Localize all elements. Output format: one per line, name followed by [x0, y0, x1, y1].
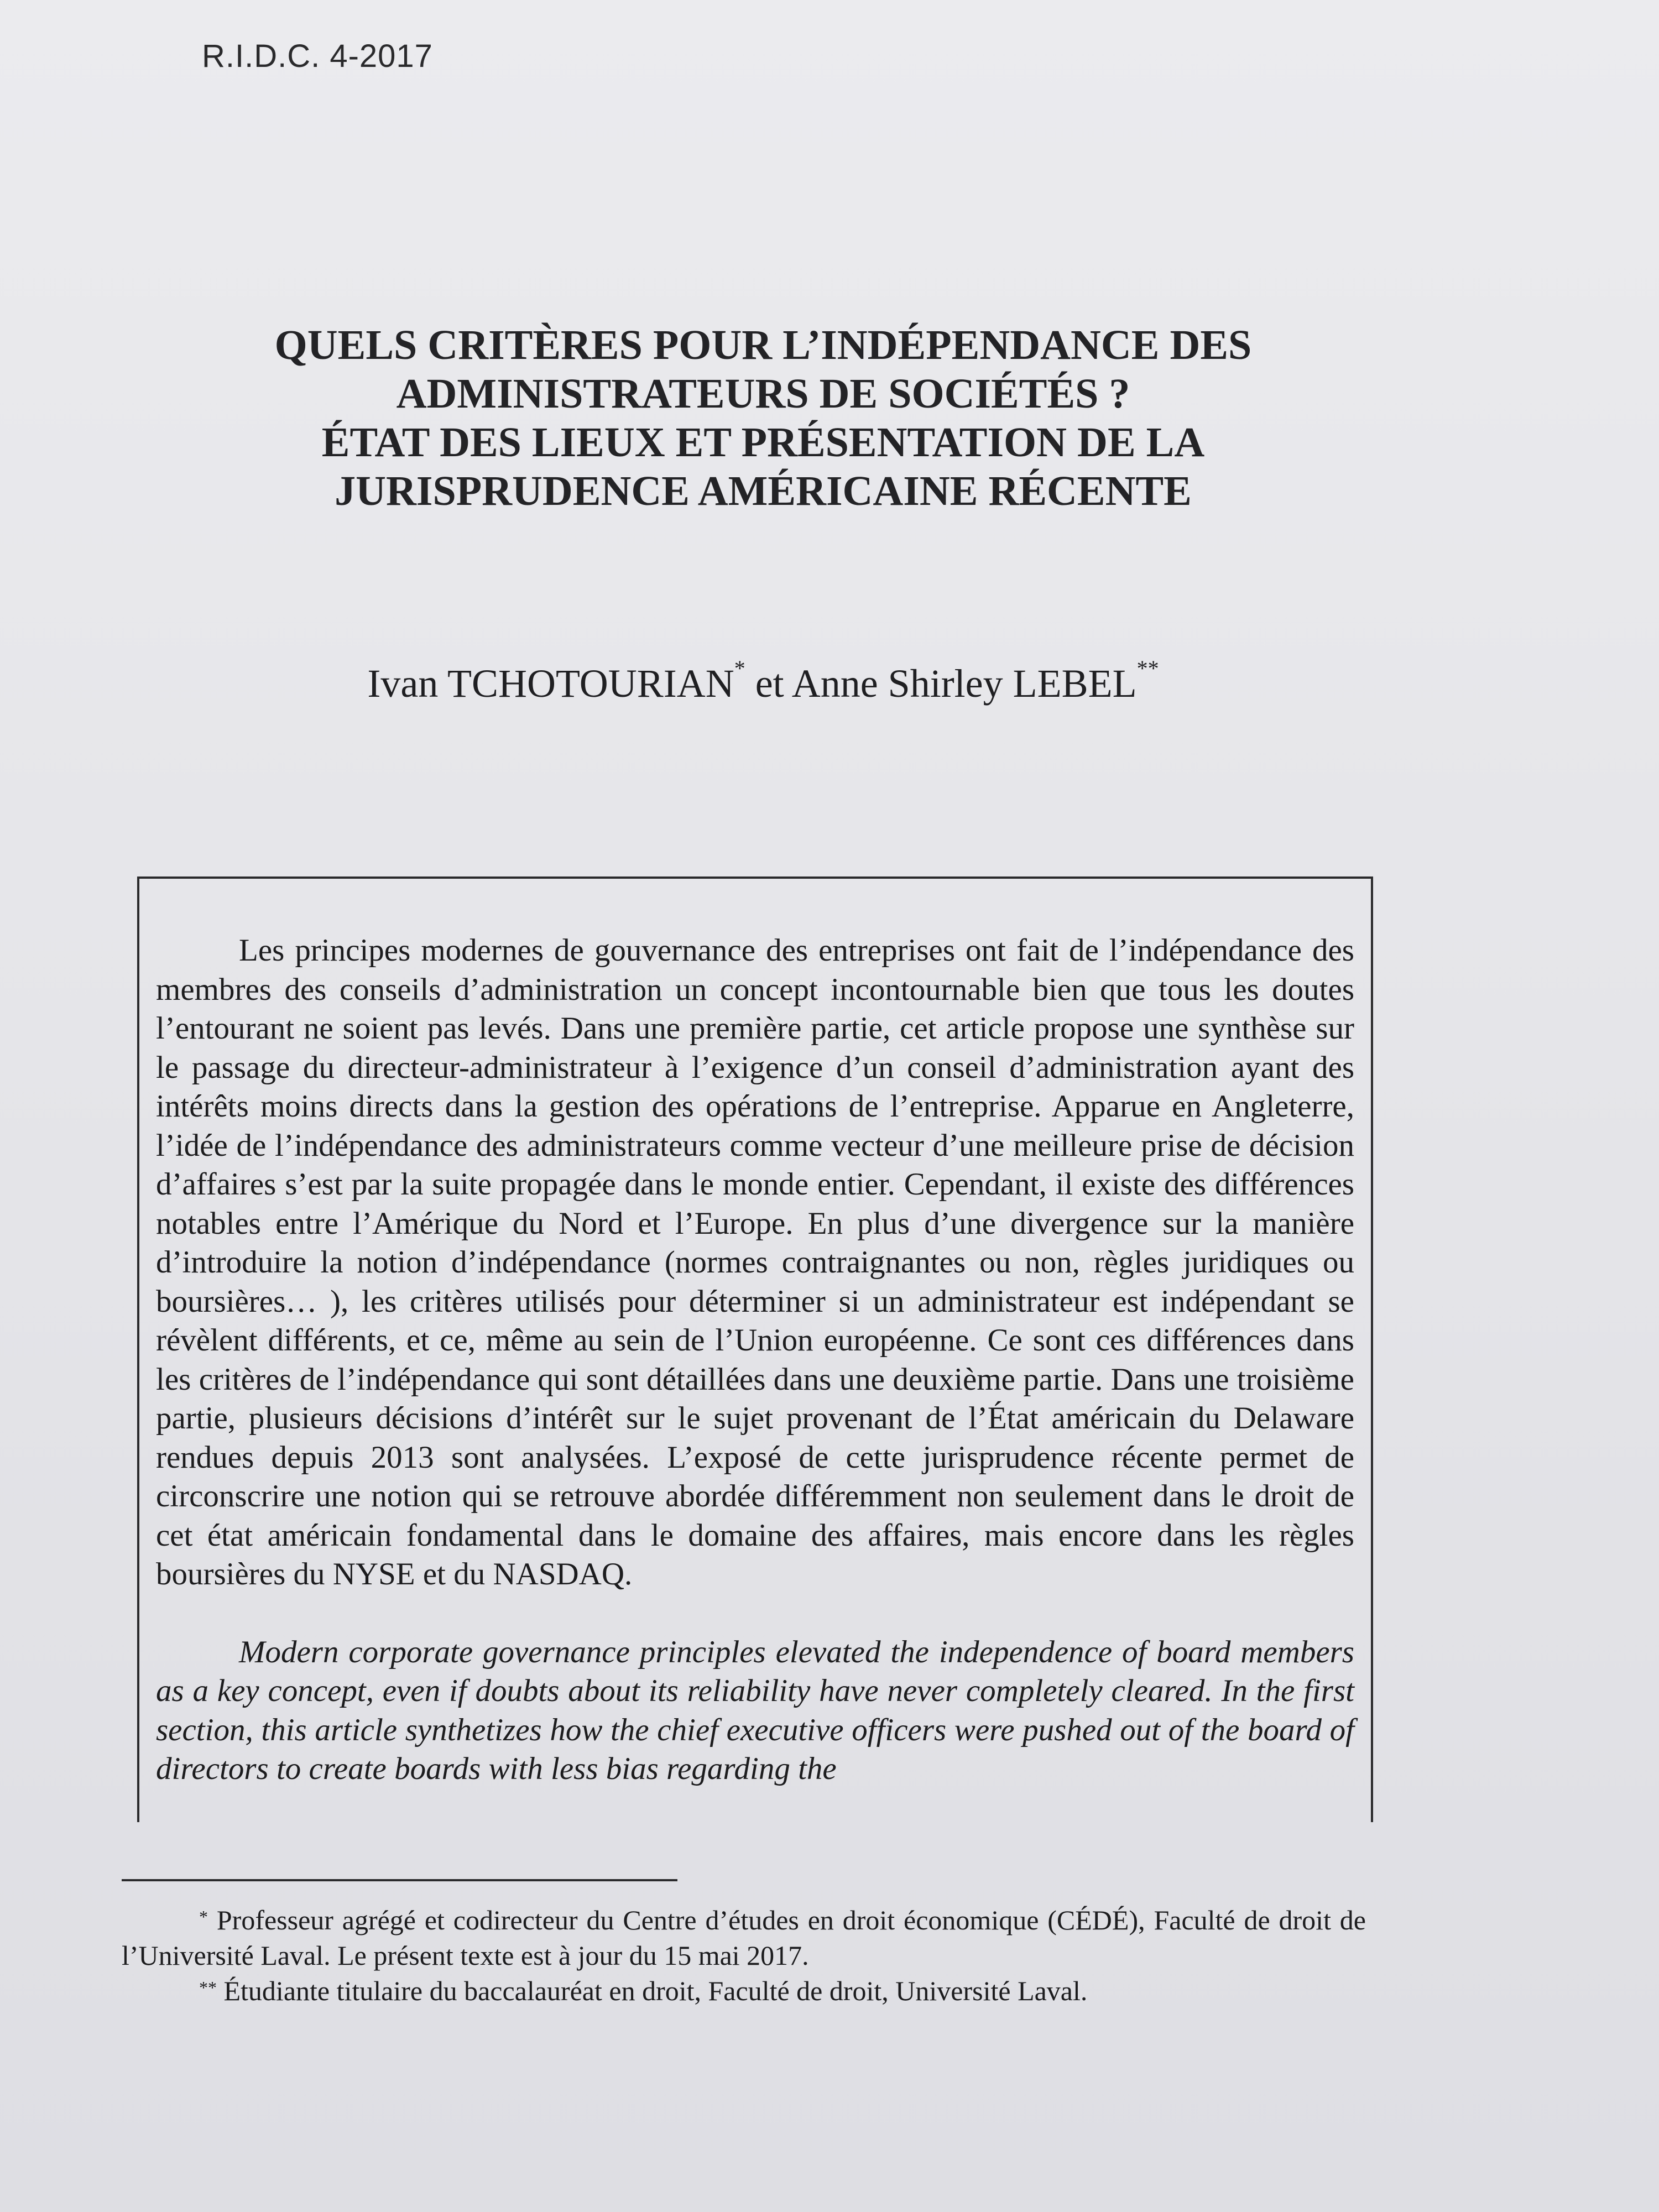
author-name: Anne Shirley LEBEL	[791, 661, 1137, 706]
abstract-english: Modern corporate governance principles elevated the independence of board members as a key concept, even if doubts about its reliability have never completely cleared. In the first section, this article synthetizes how the chief executive officers were pushed out of the board of directors to create boards with less bias regarding the	[156, 1634, 1354, 1786]
author-line	[210, 656, 1316, 707]
author-name: Ivan TCHOTOURIAN	[367, 661, 734, 706]
footnote-text: Professeur agrégé et codirecteur du Centre d’études en droit économique (CÉDÉ), Faculté de droit de l’Université Laval. Le présent texte est à jour du 15 mai 2017.	[122, 1905, 1366, 1971]
footnotes	[122, 1902, 1366, 2008]
title-line: ÉTAT DES LIEUX ET PRÉSENTATION DE LA	[321, 419, 1205, 466]
author-conjunction: et	[745, 661, 792, 706]
title-line: QUELS CRITÈRES POUR L’INDÉPENDANCE DES	[274, 322, 1252, 368]
abstract-box	[137, 877, 1373, 1822]
article-title	[210, 321, 1316, 515]
footnote-marker: **	[199, 1978, 217, 1997]
footnote-marker: *	[199, 1907, 208, 1927]
footnote-marker: **	[1136, 656, 1159, 681]
title-line: JURISPRUDENCE AMÉRICAINE RÉCENTE	[335, 468, 1192, 514]
title-line: ADMINISTRATEURS DE SOCIÉTÉS ?	[396, 371, 1130, 417]
footnote-separator	[122, 1879, 677, 1881]
journal-reference: R.I.D.C. 4-2017	[202, 38, 433, 74]
footnote-text: Étudiante titulaire du baccalauréat en droit, Faculté de droit, Université Laval.	[223, 1975, 1088, 2006]
abstract-french: Les principes modernes de gouvernance des entreprises ont fait de l’indépendance des membres des conseils d’administration un concept incontournable bien que tous les doutes l’entourant ne soient pas levés. Dans une première partie, cet article propose une synthèse sur le passage du directeur-administrateur à l’exigence d’un conseil d’administration ayant des intérêts moins directs dans la gestion des opérations de l’entreprise. Apparue en Angleterre, l’idée de l’indépendance des administrateurs comme vecteur d’une meilleure prise de décision d’affaires s’est par la suite propagée dans le monde entier. Cependant, il existe des différences notables entre l’Amérique du Nord et l’Europe. En plus d’une divergence sur la manière d’introduire la notion d’indépendance (normes contraignantes ou non, règles juridiques ou boursières… ), les critères utilisés pour déterminer si un administrateur est indépendant se révèlent différents, et ce, même au sein de l’Union européenne. Ce sont ces différences dans les critères de l’indépendance qui sont détaillées dans une deuxième partie. Dans une troisième partie, plusieurs décisions d’intérêt sur le sujet provenant de l’État américain du Delaware rendues depuis 2013 sont analysées. L’exposé de cette jurisprudence récente permet de circonscrire une notion qui se retrouve abordée différemment non seulement dans le droit de cet état américain fondamental dans le domaine des affaires, mais encore dans les règles boursières du NYSE et du NASDAQ.	[156, 933, 1354, 1592]
footnote-item	[122, 1902, 1366, 1973]
footnote-marker: *	[734, 656, 745, 681]
footnote-item	[122, 1973, 1366, 2008]
